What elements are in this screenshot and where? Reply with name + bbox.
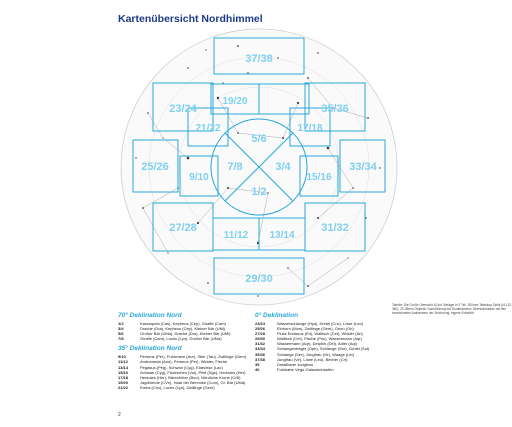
page-number: 2 bbox=[118, 412, 121, 418]
list-item: 1/2 Kassiopeia (Cas), Kepheus (Cep), Giraffe (Cam) bbox=[118, 321, 226, 326]
page-title: Kartenübersicht Nordhimmel bbox=[118, 13, 263, 25]
list-item: 40 Fotokarte Virgo-Galaxienhaufen bbox=[255, 366, 334, 372]
right-legend bbox=[255, 312, 385, 372]
list-item: 17/18 Herkules (Her), Bärenhüter (Boo), Nördliche Krone (CrB) bbox=[118, 374, 241, 380]
sector-label-11-12: 11/12 bbox=[223, 230, 249, 241]
sector-label-19-20: 19/20 bbox=[222, 96, 248, 107]
list-item: 15/16 Schwan (Cyg), Füchschen (Vul), Pfeil (Sge), Herkules (Her) bbox=[118, 369, 246, 375]
list-item: 21/22 Krebs (Cnc), Luchs (Lyn), Zwillinge (Gem) bbox=[118, 384, 215, 390]
star-chart-overview bbox=[118, 28, 400, 306]
list-item: 19/20 Jagdhunde (CVn), Haar der Berenike (Com), Gr. Bär (UMa) bbox=[118, 379, 246, 385]
list-item: 33/34 Schlangenträger (Oph), Schlange (Ser), Schild (Sct) bbox=[255, 346, 370, 352]
heading-0-declination: 0° Deklination bbox=[255, 312, 299, 319]
sector-label-23-24: 23/24 bbox=[169, 103, 197, 115]
left-legend bbox=[118, 312, 268, 390]
list-item: 9/10 Perseus (Per), Fuhrmann (Aur), Stier (Tau), Zwillinge (Gem) bbox=[118, 354, 247, 360]
sector-label-17-18: 17/18 bbox=[297, 123, 323, 134]
sector-label-27-28: 27/28 bbox=[169, 222, 197, 234]
heading-70-declination: 70° Deklination Nord bbox=[118, 312, 182, 319]
list-item: 27/28 Fluss Eridanus (Eri), Walfisch (Cet), Widder (Ari) bbox=[255, 331, 363, 337]
list-item: 35/36 Schlange (Ser), Jungfrau (Vir), Waage (Lib) bbox=[255, 351, 354, 357]
sector-label-37-38: 37/38 bbox=[245, 53, 273, 65]
sector-label-5-6: 5/6 bbox=[251, 133, 267, 145]
list-item: 39 Detailkarte Jungfrau bbox=[255, 361, 313, 367]
list-item: 25/26 Einhorn (Mon), Zwillinge (Gem), Orion (Ori) bbox=[255, 326, 354, 332]
list-item: 7/8 Giraffe (Cam), Luchs (Lyn), Großer Bär (UMa) bbox=[118, 336, 222, 342]
list-item: 3/4 Drache (Dra), Kepheus (Cep), Kleiner Bär (UMi) bbox=[118, 326, 226, 332]
sector-label-1-2: 1/2 bbox=[251, 186, 267, 198]
caption-note: Tabelle: Die Große Übersicht 40-fol. Beilage in 3 Teil, 300mm-Teleskop-Optik (f4,112-360), 20-35mm Objektiv, Nachführung mit Guidekamera; Übersichtskarte mit den bezeichneten Aufnahmen der Zeichnung, eigene Entwürfe bbox=[392, 303, 512, 315]
list-item: 29/30 Walfisch (Cet), Fische (Psc), Wassermann (Aqr) bbox=[255, 336, 363, 342]
sector-label-35-36: 35/36 bbox=[321, 103, 349, 115]
list-item: 23/24 Wasserschlange (Hya), Krebs (Cnc), Löwe (Leo) bbox=[255, 321, 364, 326]
sector-label-9-10: 9/10 bbox=[189, 172, 209, 183]
heading-35-declination: 35° Deklination Nord bbox=[118, 345, 182, 353]
list-item: 11/12 Andromeda (And), Perseus (Per), Widder, Fische bbox=[118, 359, 228, 365]
sector-label-15-16: 15/16 bbox=[306, 172, 332, 183]
sector-label-29-30: 29/30 bbox=[245, 273, 273, 285]
list-item: 37/38 Jungfrau (Vir), Löwe (Leo), Becher (Crt) bbox=[255, 356, 348, 362]
list-item: 13/14 Pegasus (Peg), Schwan (Cyg), Eidechse (Lac) bbox=[118, 364, 223, 370]
sector-label-7-8: 7/8 bbox=[227, 161, 243, 173]
sector-label-31-32: 31/32 bbox=[321, 222, 349, 234]
sector-label-3-4: 3/4 bbox=[275, 161, 291, 173]
list-item: 31/32 Wassermann (Aqr), Delphin (Del), Adler (Aql) bbox=[255, 341, 357, 347]
sector-label-33-34: 33/34 bbox=[349, 161, 377, 173]
list-item: 5/6 Großer Bär (UMa), Drache (Dra), Kleiner Bär (UMi) bbox=[118, 331, 231, 337]
sector-label-13-14: 13/14 bbox=[269, 230, 295, 241]
sector-label-25-26: 25/26 bbox=[141, 161, 169, 173]
sector-label-21-22: 21/22 bbox=[195, 123, 221, 134]
